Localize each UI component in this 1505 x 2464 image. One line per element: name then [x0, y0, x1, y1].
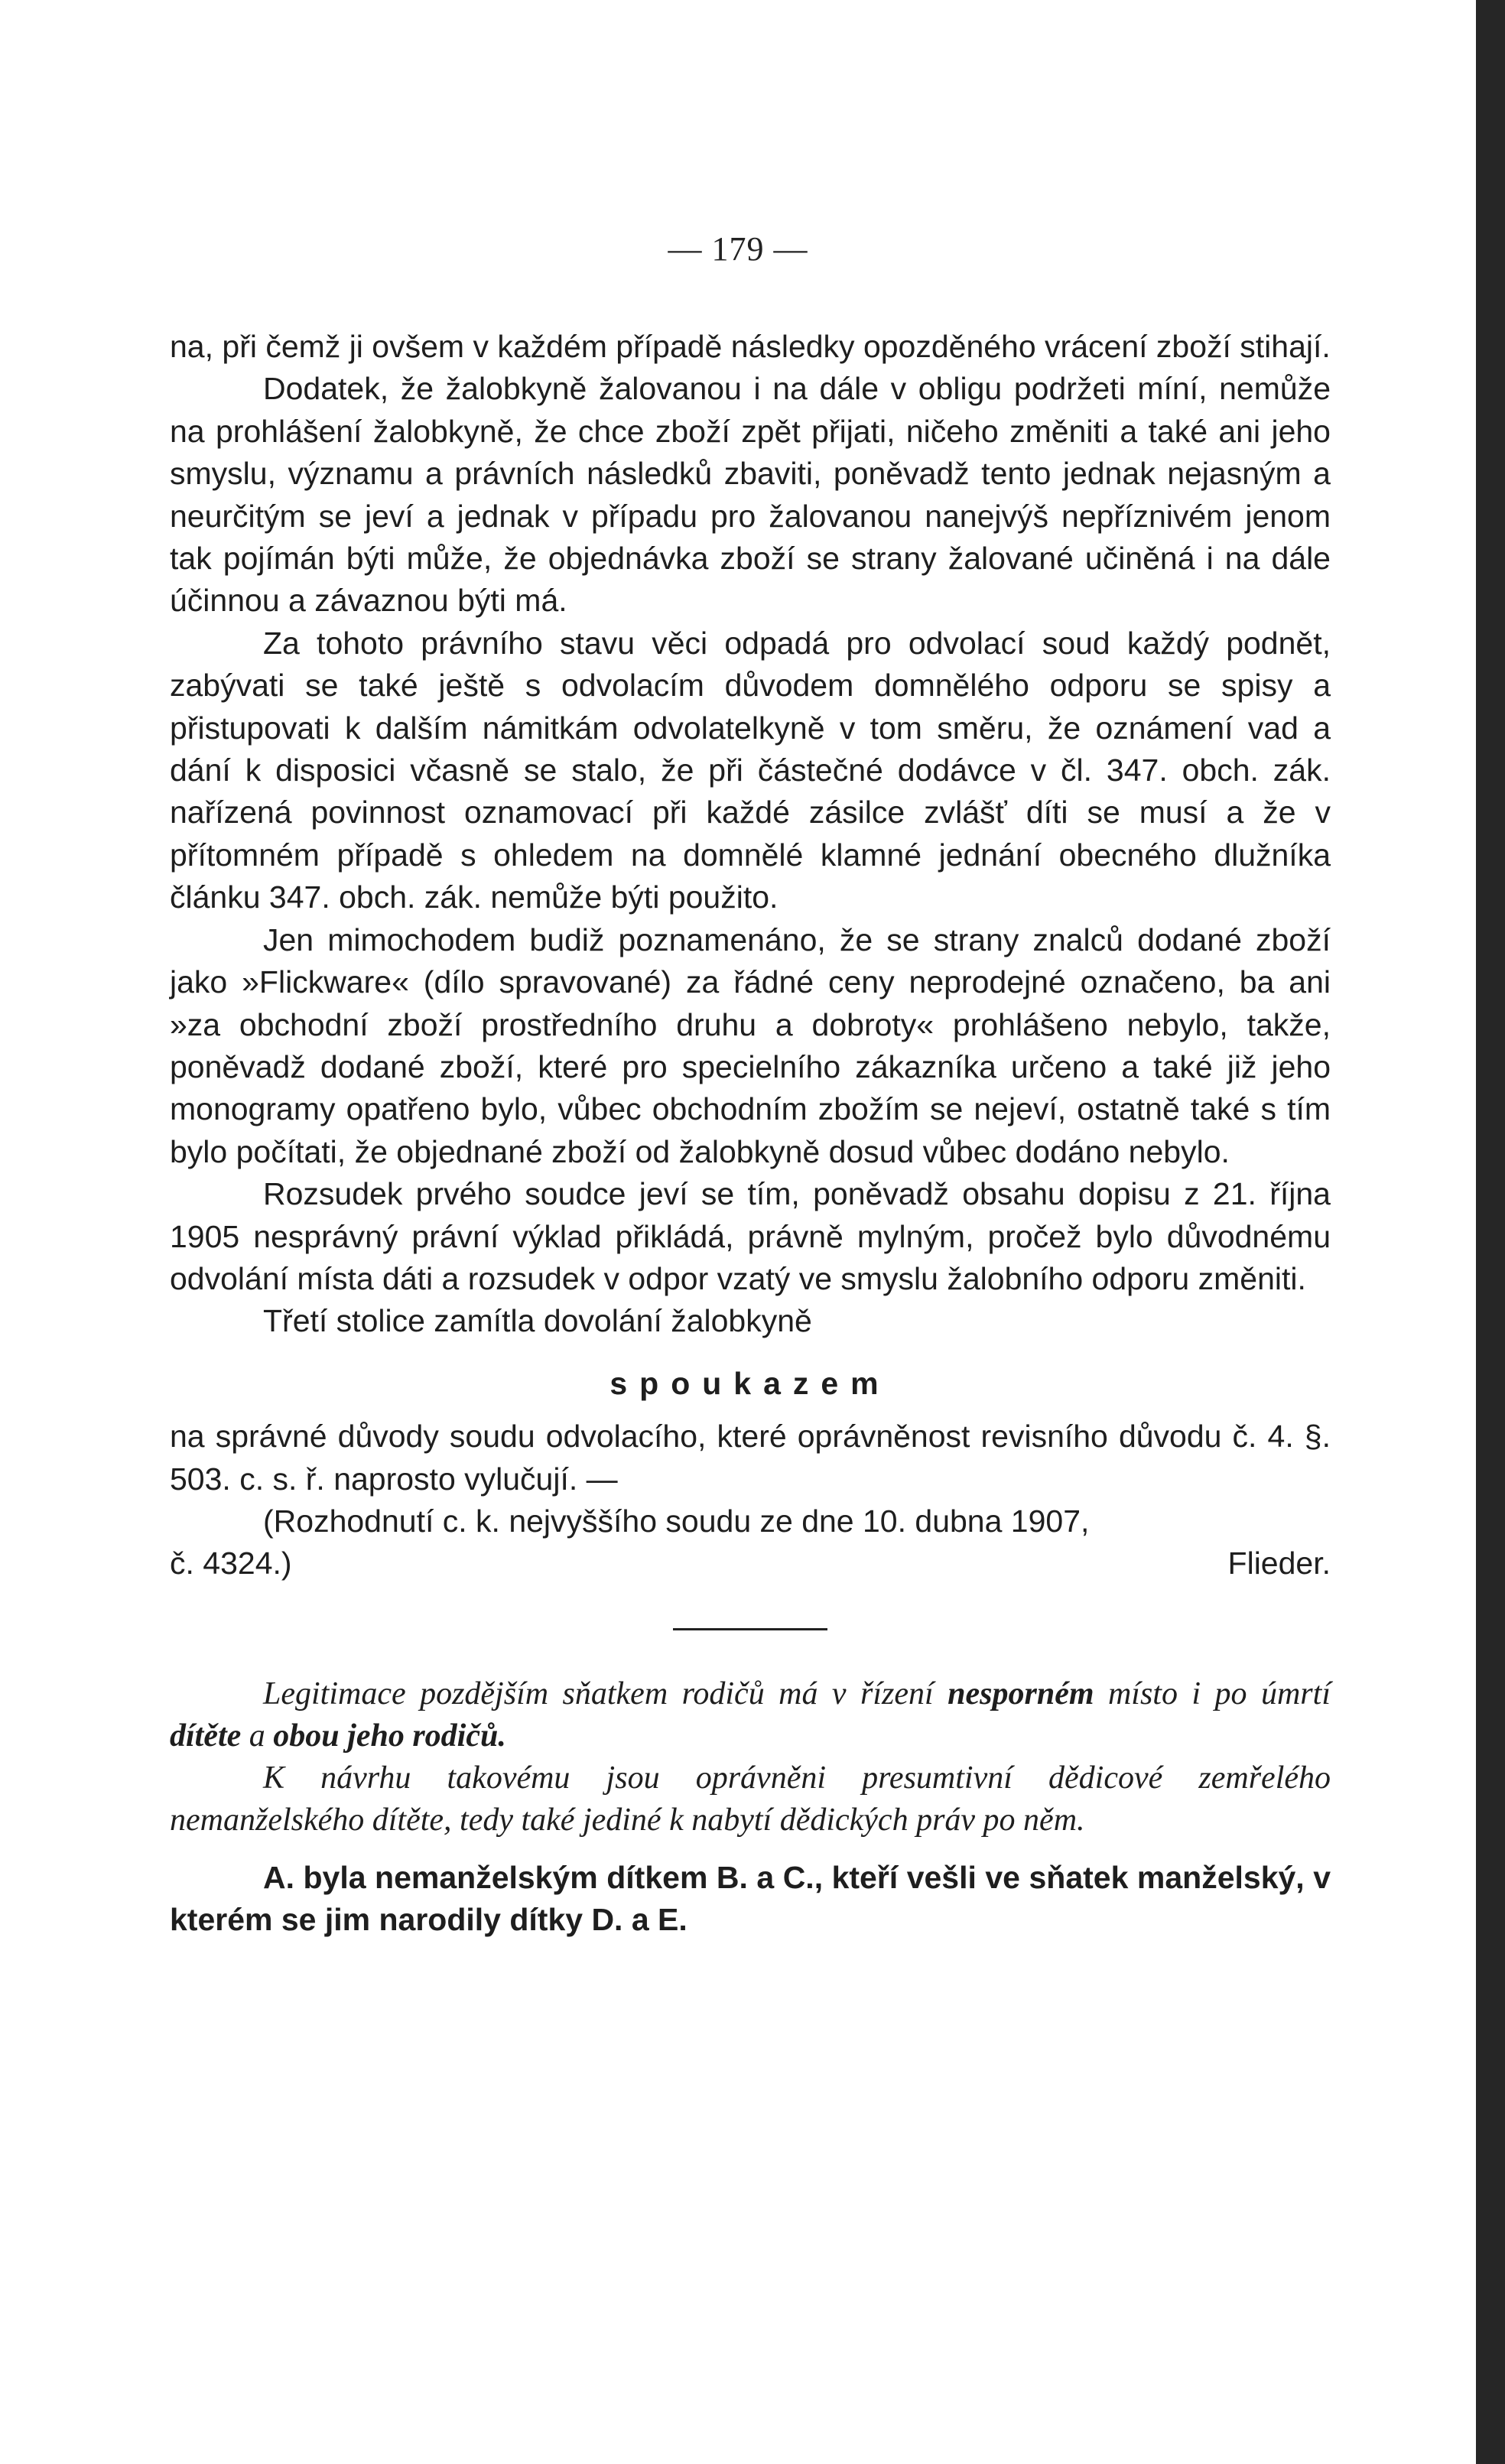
paragraph: Za tohoto právního stavu věci odpadá pro odvolací soud každý podnět, zabývati se také ještě s odvolacím důvodem domnělého odporu se spisy a přistupovati k dalším námitkám odvolatelkyně v tom směru, že oznámení vad a dání k disposici včasně se stalo, že při částečné dodávce v čl. 347. obch. zák. nařízená povinnost oznamovací při každé zásilce zvlášť díti se musí a že v přítomném případě s ohledem na domnělé klamné jednání obecného dlužníka článku 347. obch. zák. nemůže býti použito.	[170, 625, 1331, 915]
citation: (Rozhodnutí c. k. nejvyššího soudu ze dne 10. dubna 1907,	[263, 1503, 1090, 1539]
paragraph-continuation: na, při čemž ji ovšem v každém případě následky opozděného vrácení zboží stihají.	[170, 329, 1331, 364]
syllabus-first	[170, 1673, 1331, 1757]
section-divider	[673, 1628, 827, 1630]
syllabus-bold: obou jeho rodičů.	[273, 1718, 506, 1754]
syllabus-text: Legitimace pozdějším sňatkem rodičů má v řízení	[263, 1676, 948, 1711]
body-text	[170, 326, 1331, 1942]
paragraph: Dodatek, že žalobkyně žalovanou i na dále v obligu podržeti míní, nemůže na prohlášení žalobkyně, že chce zboží zpět přijati, ničeho změniti a také ani jeho smyslu, významu a právních následků zbaviti, poněvadž tento jednak nejasným a neurčitým se jeví a jednak v případu pro žalovanou nanejvýš nepříznivém jenom tak pojímán býti může, že objednávka zboží se strany žalované učiněná i na dále účinnou a závaznou býti má.	[170, 371, 1331, 619]
citation-number: č. 4324.)	[170, 1546, 292, 1581]
scan-edge	[1476, 0, 1505, 2464]
syllabus-bold: dítěte	[170, 1718, 242, 1754]
page-number: — 179 —	[668, 230, 808, 268]
paragraph: Třetí stolice zamítla dovolání žalobkyně	[263, 1303, 812, 1339]
case-facts: A. byla nemanželským dítkem B. a C., kteří vešli ve sňatek manželský, v kterém se jim narodily dítky D. a E.	[170, 1859, 1331, 1938]
paragraph-after-heading: na správné důvody soudu odvolacího, které oprávněnost revisního důvodu č. 4. §. 503. c. s. ř. naprosto vylučují. —	[170, 1419, 1331, 1497]
paragraph: Jen mimochodem budiž poznamenáno, že se strany znalců dodané zboží jako »Flickware« (dílo spravované) za řádné ceny neprodejné označeno, ba ani »za obchodní zboží prostředního druhu a dobroty« prohlášeno nebylo, takže, poněvadž dodané zboží, které pro specielního zákazníka určeno a také již jeho monogramy opatřeno bylo, vůbec obchodním zbožím se nejeví, ostatně také s tím bylo počítati, že objednané zboží od žalobkyně dosud vůbec dodáno nebylo.	[170, 922, 1331, 1169]
emphasis-heading: spoukazem	[609, 1365, 891, 1401]
syllabus-second: K návrhu takovému jsou oprávněni presumtivní dědicové zemřelého nemanželského dítěte, tedy také jediné k nabytí dědických práv po něm.	[170, 1760, 1331, 1838]
syllabus-bold: nesporném	[948, 1676, 1094, 1711]
syllabus-text: místo i po úmrtí	[1094, 1676, 1331, 1711]
signature: Flieder.	[1227, 1546, 1331, 1581]
citation-signature-line	[170, 1542, 1331, 1585]
syllabus-text: a	[241, 1718, 274, 1754]
paragraph: Rozsudek prvého soudce jeví se tím, poněvadž obsahu dopisu z 21. října 1905 nesprávný právní výklad přikládá, právně mylným, pročež bylo důvodnému odvolání místa dáti a rozsudek v odpor vzatý ve smyslu žalobního odporu změniti.	[170, 1176, 1331, 1296]
